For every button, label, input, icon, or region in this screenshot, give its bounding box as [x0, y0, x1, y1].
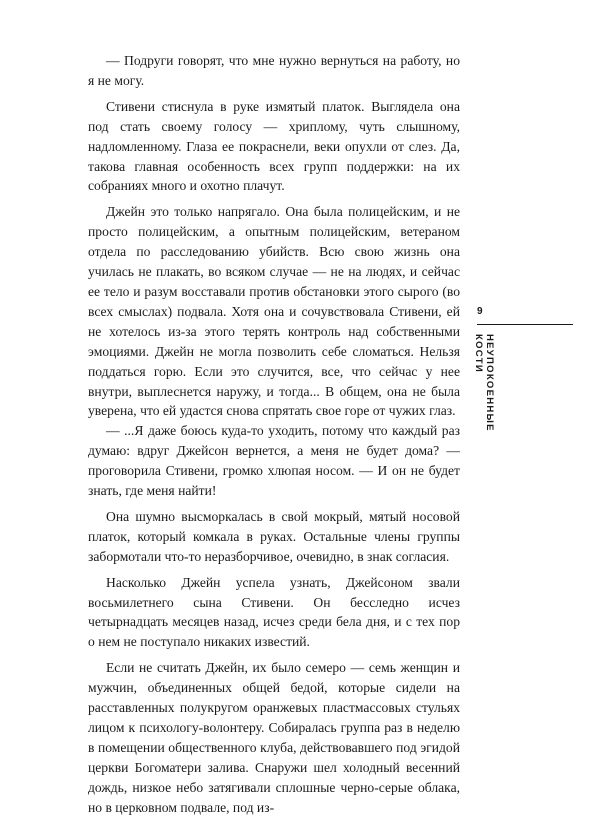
paragraph: — ...Я даже боюсь куда-то уходить, потому что каждый раз думаю: вдруг Джейсон вернется, а меня не будет дома? — проговорила Стивени, громко хлюпая носом. — И он не будет знать, где меня найти! [88, 423, 460, 499]
paragraph: Стивени стиснула в руке измятый платок. Выглядела она под стать своему голосу — хриплому, чуть слышному, надломленному. Глаза ее покраснели, веки опухли от слез. Да, такова главная особенность всех групп поддержки: на их собраниях много и охотно плачут. [88, 98, 460, 194]
paragraph: — Подруги говорят, что мне нужно вернуться на работу, но я не могу. [88, 53, 460, 88]
paragraph: Если не считать Джейн, их было семеро — семь женщин и мужчин, объединенных общей бедой, которые сидели на расставленных полукругом оранжевых пластмассовых стульях лицом к психологу-волонтеру. Собиралась группа раз в неделю в помещении общественного клуба, действовавшего под эгидой церкви Богоматери залива. Снаружи шел холодный весенний дождь, низкое небо затягивали сплошные черно-серые облака, но в церковном подвале, под из- [88, 660, 460, 815]
page-body [88, 51, 460, 818]
tab-rule [477, 324, 573, 325]
paragraph: Она шумно высморкалась в свой мокрый, мятый носовой платок, который комкала в руках. Остальные члены группы забормотали что-то неразборчивое, очевидно, в знак согласия. [88, 508, 460, 564]
paragraph: Джейн это только напрягало. Она была полицейским, и не просто полицейским, а опытным полицейским, ветераном отдела по расследованию убийств. Всю свою жизнь она училась не плакать, во всяком случае — не на людях, и сейчас ее тело и разум восставали против обстановки этого сырого (во всех смыслах) подвала. Хотя она и сочувствовала Стивени, ей не хотелось из-за этого терять контроль над собственными эмоциями. Джейн не могла позволить себе сломаться. Нельзя поддаться горю. Если это случится, все, что сейчас у нее внутри, выплеснется наружу, и тогда... В общем, она не была уверена, что ей удастся снова спрятать свое горе от чужих глаз. [88, 204, 460, 419]
running-title: НЕУПОКОЕННЫЕ КОСТИ [473, 334, 495, 432]
paragraph: Насколько Джейн успела узнать, Джейсоном звали восьмилетнего сына Стивени. Он бесследно исчез четырнадцать месяцев назад, исчез среди бела дня, и с тех пор о нем не поступало никаких известий. [88, 574, 460, 650]
page-number: 9 [477, 306, 483, 317]
